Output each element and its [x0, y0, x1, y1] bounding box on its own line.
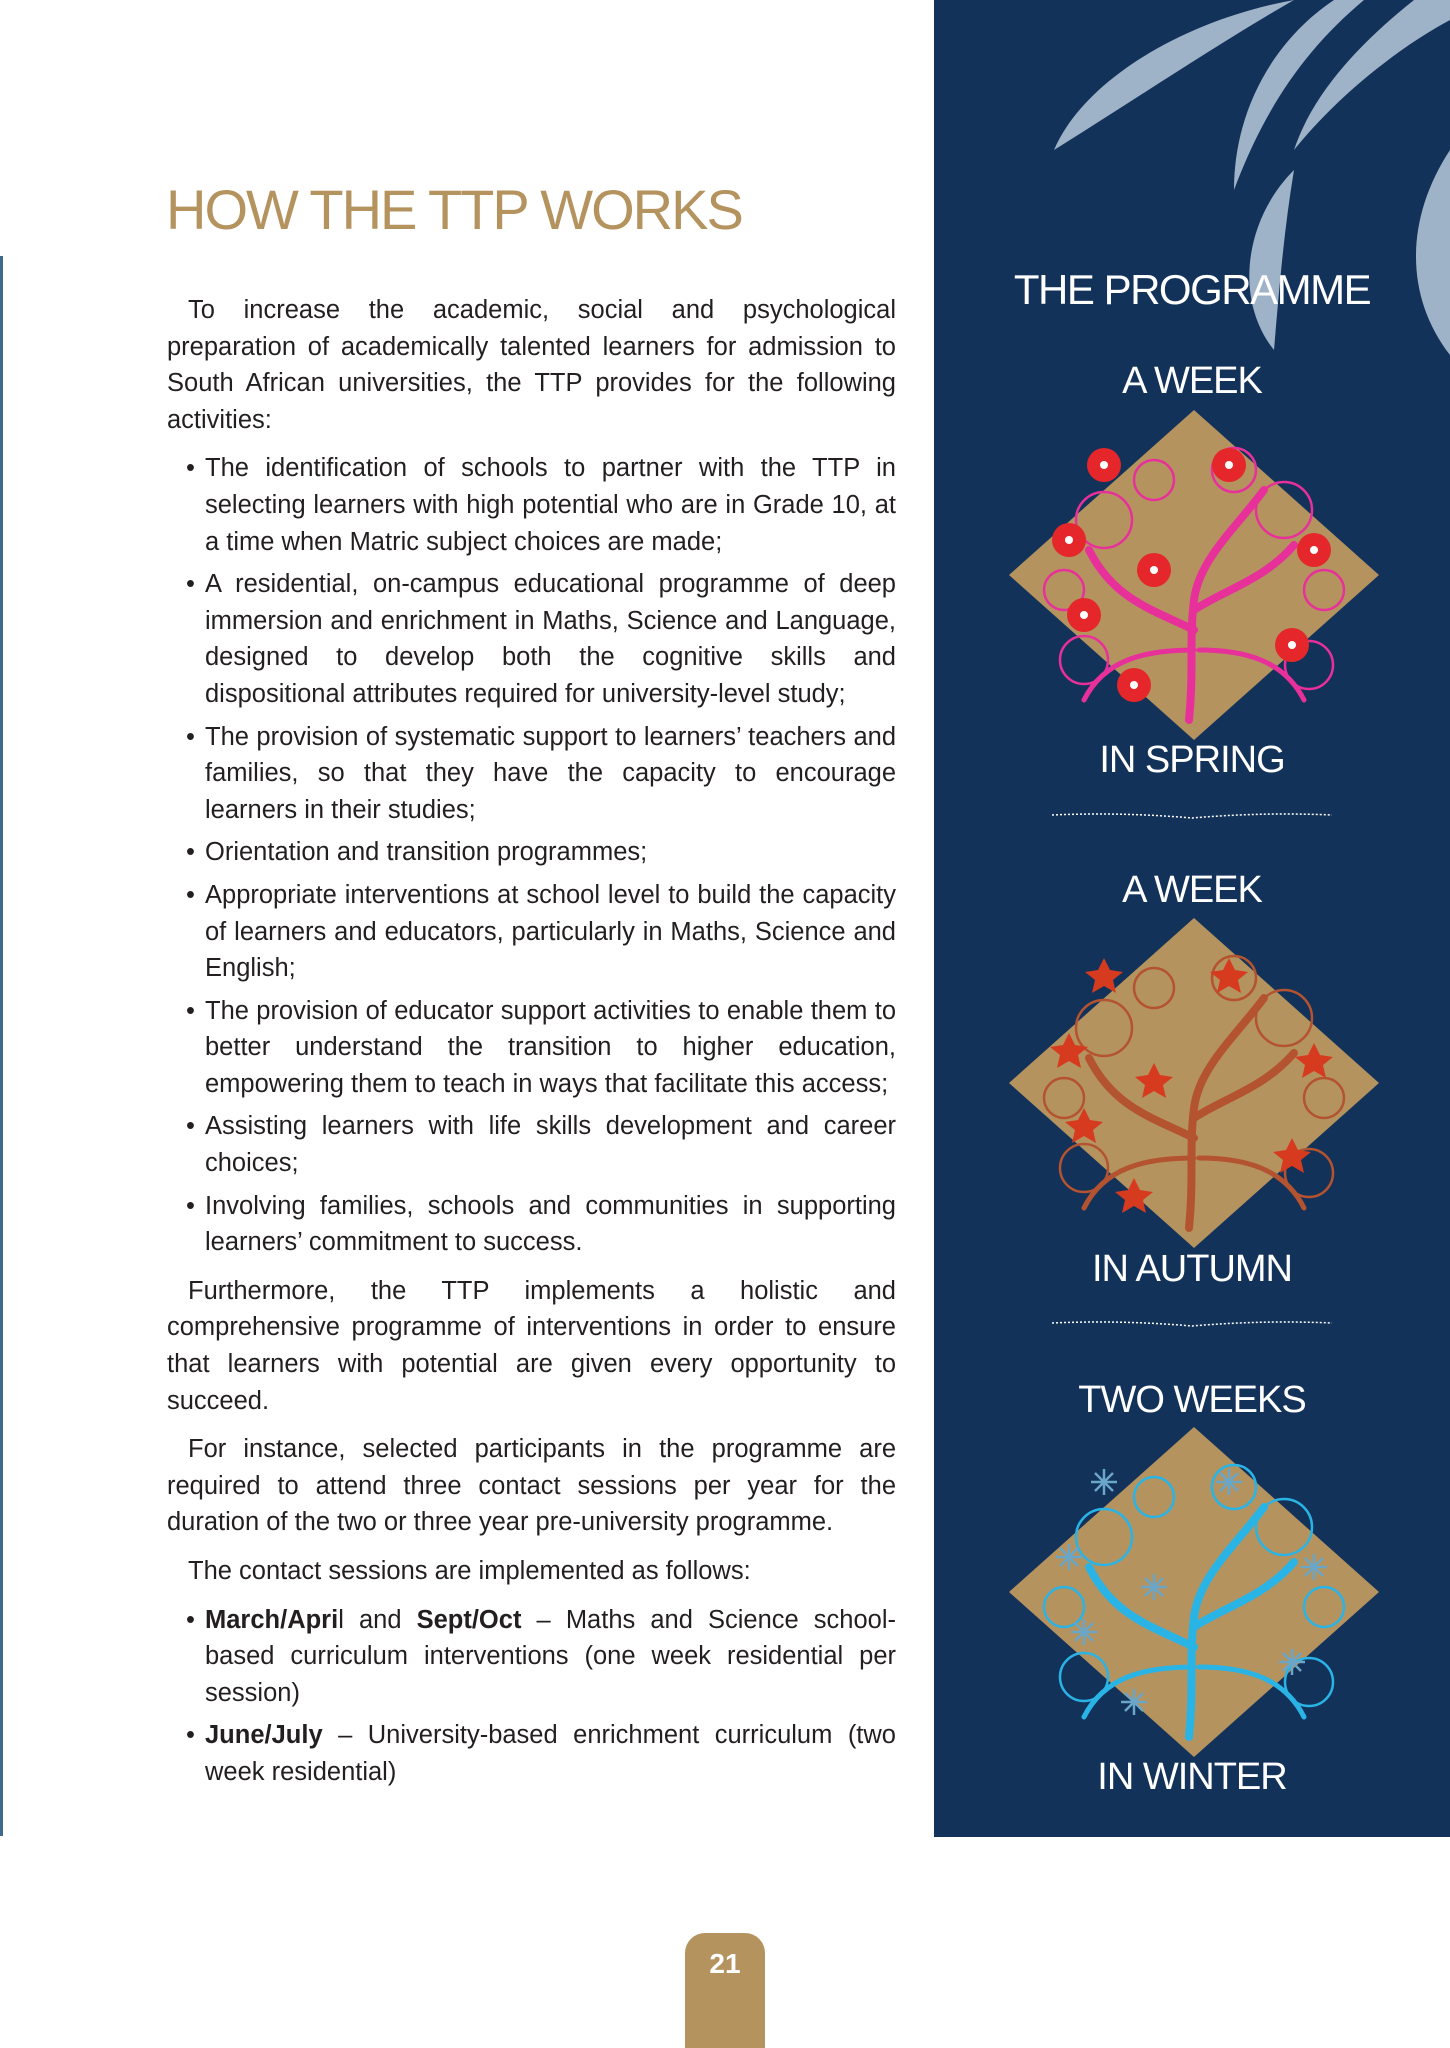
list-item: • A residential, on-campus educational programme of deep immersion and enrichment in Maths, Science and Language, designed to develop both the cognitive skills and dispositional attributes required for university-level study; [186, 570, 896, 708]
programme-panel [934, 0, 1450, 1837]
dotted-divider [1052, 1316, 1332, 1330]
sessions-list [167, 1602, 896, 1791]
list-item: • Assisting learners with life skills development and career choices; [186, 1112, 896, 1178]
list-item: • Orientation and transition programmes; [186, 838, 648, 867]
activities-list [167, 450, 896, 1260]
spring-label: IN SPRING [1099, 739, 1285, 781]
list-item: • Involving families, schools and communities in supporting learners’ commitment to success. [186, 1191, 896, 1257]
dotted-divider [1052, 808, 1332, 822]
session-item: • June/July – University-based enrichment curriculum (two week residential) [186, 1721, 896, 1786]
spring-tree-icon [994, 410, 1394, 740]
winter-duration: TWO WEEKS [1078, 1379, 1306, 1421]
session-item: • March/April and Sept/Oct – Maths and Science school-based curriculum interventions (one week residential per session) [186, 1605, 896, 1707]
panel-title: THE PROGRAMME [1013, 266, 1371, 313]
autumn-label: IN AUTUMN [1092, 1248, 1292, 1290]
instance-paragraph: For instance, selected participants in the programme are required to attend three contact sessions per year for the duration of the two or three year pre-university programme. [167, 1435, 896, 1537]
winter-label: IN WINTER [1097, 1756, 1287, 1798]
spring-duration: A WEEK [1122, 360, 1262, 402]
furthermore-paragraph: Furthermore, the TTP implements a holistic and comprehensive programme of interventions in order to ensure that learners with potential are given every opportunity to succeed. [167, 1276, 896, 1415]
list-item: • The provision of educator support activities to enable them to better understand the transition to higher education, empowering them to teach in ways that facilitate this access; [186, 996, 896, 1098]
left-margin-rule [0, 256, 3, 1836]
list-item: • The identification of schools to partner with the TTP in selecting learners with high potential who are in Grade 10, at a time when Matric subject choices are made; [186, 454, 896, 556]
winter-tree-icon [994, 1427, 1394, 1757]
page-title: HOW THE TTP WORKS [166, 178, 742, 241]
list-item: • The provision of systematic support to learners’ teachers and families, so that they have the capacity to encourage learners in their studies; [186, 722, 896, 824]
sessions-intro: The contact sessions are implemented as follows: [188, 1557, 751, 1585]
body-text [167, 292, 896, 1803]
page-number: 21 [685, 1933, 765, 2048]
intro-paragraph: To increase the academic, social and psychological preparation of academically talented learners for admission to South African universities, the TTP provides for the following activities: [167, 296, 896, 434]
autumn-tree-icon [994, 918, 1394, 1248]
autumn-duration: A WEEK [1122, 869, 1262, 911]
list-item: • Appropriate interventions at school level to build the capacity of learners and educators, particularly in Maths, Science and English; [186, 880, 896, 983]
